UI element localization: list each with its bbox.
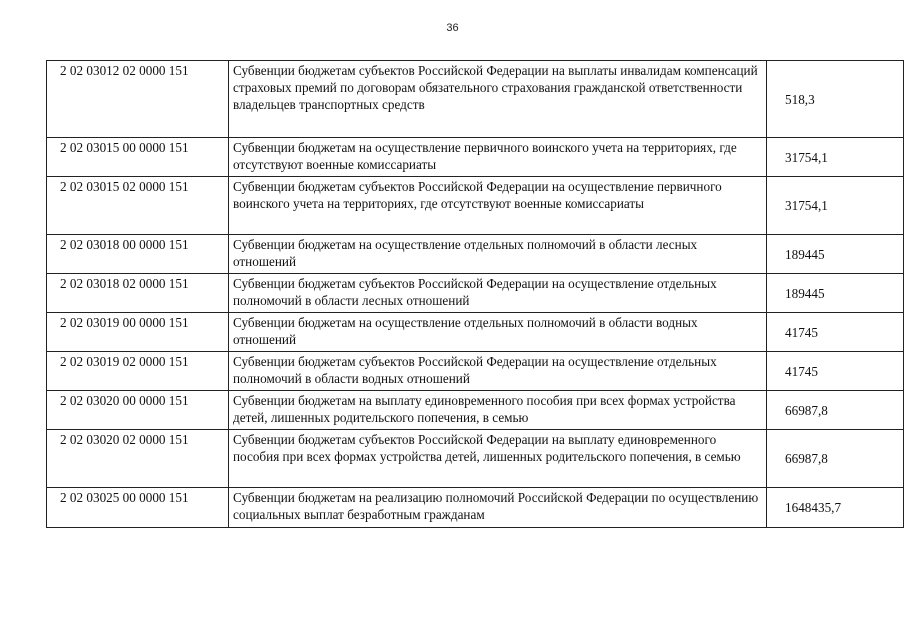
description-cell: Субвенции бюджетам субъектов Российской Федерации на осуществление отдельных полномочий в области водных отношений (229, 352, 767, 391)
table-row (47, 61, 904, 138)
amount-cell: 31754,1 (767, 177, 904, 235)
budget-code-cell: 2 02 03019 02 0000 151 (47, 352, 229, 391)
page-number: 36 (446, 22, 459, 34)
amount-cell: 31754,1 (767, 138, 904, 177)
amount-cell: 66987,8 (767, 430, 904, 488)
amount-cell: 189445 (767, 274, 904, 313)
amount-cell: 189445 (767, 235, 904, 274)
budget-code-cell: 2 02 03020 00 0000 151 (47, 391, 229, 430)
description-cell: Субвенции бюджетам субъектов Российской Федерации на выплаты инвалидам компенсаций страховых премий по договорам обязательного страхования гражданской ответственности владельцев транспортных средств (229, 61, 767, 138)
description-cell: Субвенции бюджетам на осуществление отдельных полномочий в области водных отношений (229, 313, 767, 352)
budget-code-cell: 2 02 03018 02 0000 151 (47, 274, 229, 313)
budget-code-cell: 2 02 03015 02 0000 151 (47, 177, 229, 235)
budget-code-cell: 2 02 03018 00 0000 151 (47, 235, 229, 274)
amount-cell: 1648435,7 (767, 488, 904, 528)
description-cell: Субвенции бюджетам субъектов Российской Федерации на осуществление первичного воинского учета на территориях, где отсутствуют военные комиссариаты (229, 177, 767, 235)
amount-cell: 41745 (767, 352, 904, 391)
table-row (47, 235, 904, 274)
budget-table (46, 60, 904, 528)
budget-code-cell: 2 02 03012 02 0000 151 (47, 61, 229, 138)
table-row (47, 274, 904, 313)
description-cell: Субвенции бюджетам на осуществление первичного воинского учета на территориях, где отсутствуют военные комиссариаты (229, 138, 767, 177)
table-row (47, 488, 904, 528)
description-cell: Субвенции бюджетам субъектов Российской Федерации на выплату единовременного пособия при всех формах устройства детей, лишенных родительского попечения, в семью (229, 430, 767, 488)
table-row (47, 391, 904, 430)
budget-code-cell: 2 02 03020 02 0000 151 (47, 430, 229, 488)
description-cell: Субвенции бюджетам на осуществление отдельных полномочий в области лесных отношений (229, 235, 767, 274)
budget-code-cell: 2 02 03025 00 0000 151 (47, 488, 229, 528)
amount-cell: 41745 (767, 313, 904, 352)
description-cell: Субвенции бюджетам на реализацию полномочий Российской Федерации по осуществлению социальных выплат безработным гражданам (229, 488, 767, 528)
table-row (47, 430, 904, 488)
table-row (47, 177, 904, 235)
amount-cell: 518,3 (767, 61, 904, 138)
table-row (47, 352, 904, 391)
budget-code-cell: 2 02 03015 00 0000 151 (47, 138, 229, 177)
amount-cell: 66987,8 (767, 391, 904, 430)
table-row (47, 313, 904, 352)
budget-code-cell: 2 02 03019 00 0000 151 (47, 313, 229, 352)
description-cell: Субвенции бюджетам на выплату единовременного пособия при всех формах устройства детей, лишенных родительского попечения, в семью (229, 391, 767, 430)
description-cell: Субвенции бюджетам субъектов Российской Федерации на осуществление отдельных полномочий в области лесных отношений (229, 274, 767, 313)
table-row (47, 138, 904, 177)
